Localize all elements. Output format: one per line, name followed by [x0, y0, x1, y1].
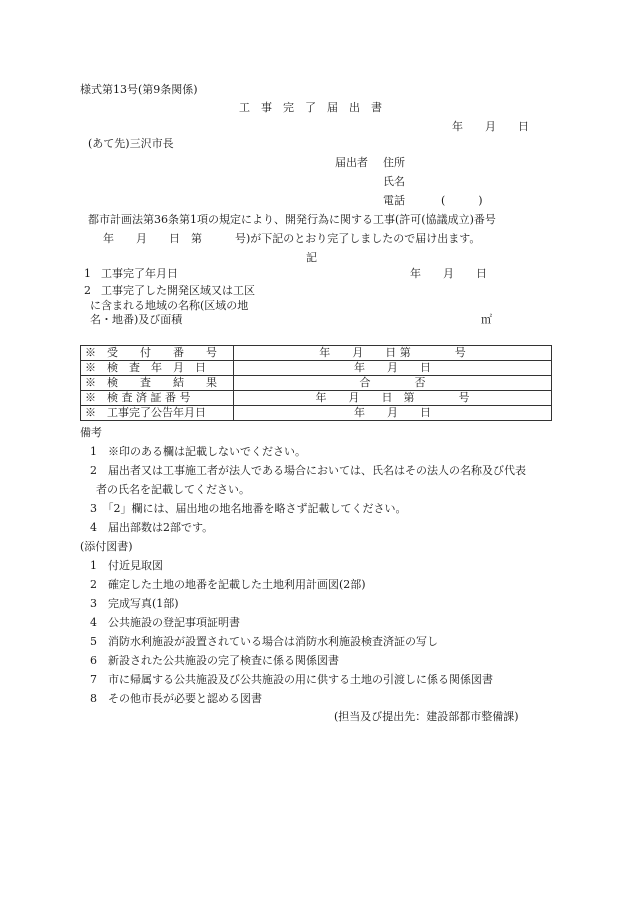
table-label: ※ 受 付 番 号 — [81, 346, 234, 361]
attachment-7: 7 市に帰属する公共施設及び公共施設の用に供する土地の引渡しに係る関係図書 — [90, 673, 493, 686]
ki-heading: 記 — [306, 251, 317, 264]
item2-number: 2 — [84, 284, 91, 297]
attachment-6: 6 新設された公共施設の完了検査に係る関係図書 — [90, 654, 339, 667]
table-value: 年 月 日 第 号 — [234, 391, 552, 406]
note-2: 2 届出者又は工事施工者が法人である場合においては、氏名はその法人の名称及び代表 — [90, 464, 526, 477]
item1-number: 1 — [84, 267, 91, 280]
attachments-heading: (添付図書) — [80, 540, 133, 553]
note-3: 3 「2」欄には、届出地の地名地番を略さず記載してください。 — [90, 502, 407, 515]
table-row — [81, 376, 552, 391]
table-label: ※ 検 査 年 月 日 — [81, 361, 234, 376]
phone-parentheses: ( ) — [441, 194, 483, 207]
attachment-8: 8 その他市長が必要と認める図書 — [90, 692, 262, 705]
attachment-2: 2 確定した土地の地番を記載した土地利用計画図(2部) — [90, 578, 366, 591]
note-1: 1 ※印のある欄は記載しないでください。 — [90, 445, 306, 458]
table-value: 年 月 日 — [234, 406, 552, 421]
note-4: 4 届出部数は2部です。 — [90, 521, 214, 534]
attachment-5: 5 消防水利施設が設置されている場合は消防水利施設検査済証の写し — [90, 635, 438, 648]
form-number: 様式第13号(第9条関係) — [80, 83, 198, 96]
note-2-continued: 者の氏名を記載してください。 — [96, 483, 250, 496]
attachment-1: 1 付近見取図 — [90, 559, 163, 572]
table-row — [81, 346, 552, 361]
item2-label-line2: に含まれる地域の名称(区域の地 — [90, 299, 249, 312]
table-value: 合 否 — [234, 376, 552, 391]
office-use-table — [80, 345, 552, 421]
table-label: ※ 検 査 結 果 — [81, 376, 234, 391]
item2-label-line3: 名・地番)及び面積 — [90, 313, 183, 326]
notes-heading: 備考 — [80, 426, 102, 439]
item2-label-line1: 工事完了した開発区域又は工区 — [101, 284, 255, 297]
form-title: 工 事 完 了 届 出 書 — [239, 101, 382, 114]
table-row — [81, 391, 552, 406]
addressee: (あて先)三沢市長 — [88, 137, 174, 150]
phone-label: 電話 — [383, 194, 405, 207]
attachment-4: 4 公共施設の登記事項証明書 — [90, 616, 240, 629]
name-label: 氏名 — [383, 175, 405, 188]
table-value: 年 月 日 第 号 — [234, 346, 552, 361]
submission-date: 年 月 日 — [452, 120, 529, 133]
contact-department: (担当及び提出先：建設部都市整備課) — [334, 710, 519, 723]
attachment-3: 3 完成写真(1部) — [90, 597, 179, 610]
applicant-label: 届出者 — [335, 156, 368, 169]
table-row — [81, 361, 552, 376]
item1-label: 工事完了年月日 — [101, 267, 178, 280]
table-label: ※ 工事完了公告年月日 — [81, 406, 234, 421]
table-row — [81, 406, 552, 421]
item1-value: 年 月 日 — [410, 267, 487, 280]
table-value: 年 月 日 — [234, 361, 552, 376]
address-label: 住所 — [383, 156, 405, 169]
table-label: ※ 検 査 済 証 番 号 — [81, 391, 234, 406]
body-text-line2: 年 月 日 第 号)が下記のとおり完了しましたので届け出ます。 — [103, 232, 481, 245]
body-text-line1: 都市計画法第36条第1項の規定により、開発行為に関する工事(許可(協議成立)番号 — [88, 213, 496, 226]
area-unit: ㎡ — [481, 313, 492, 326]
